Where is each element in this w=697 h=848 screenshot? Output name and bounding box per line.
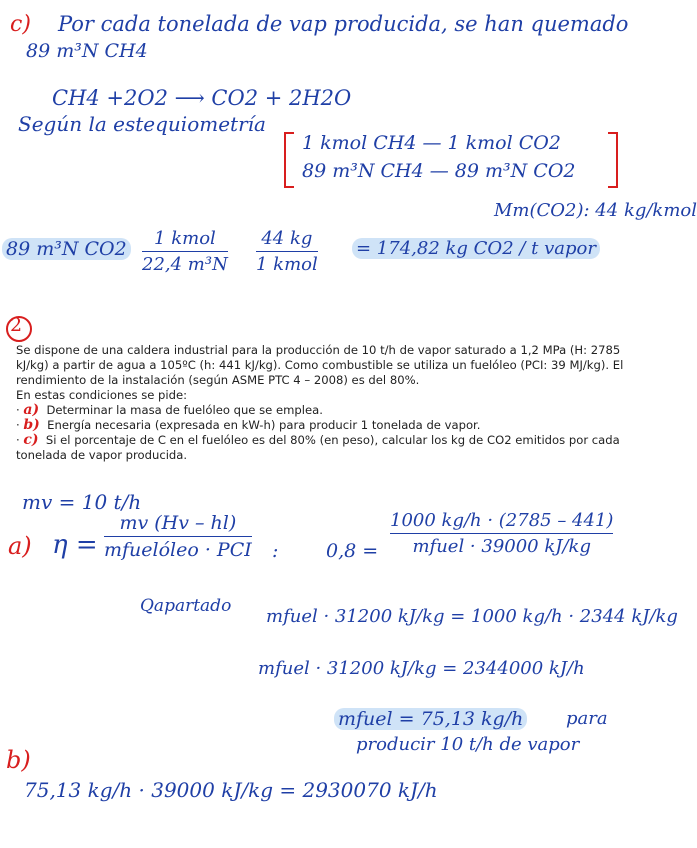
- fraction-numerator: 1 kmol: [154, 228, 216, 249]
- fraction-numerator: 1000 kg/h · (2785 – 441): [390, 510, 614, 531]
- item-b-mark: b): [23, 417, 40, 433]
- fraction-denominator: mfuelóleo · PCI: [104, 539, 252, 561]
- fraction-numerator: mv (Hv – hl): [119, 512, 237, 534]
- fraction-denominator: 22,4 m³N: [142, 254, 228, 275]
- part-c-label: c): [10, 12, 31, 37]
- problem-statement-block: [16, 343, 650, 463]
- equation-3-result: mfuel = 75,13 kg/h: [334, 708, 527, 730]
- left-bracket: [284, 132, 294, 188]
- equation-1: mfuel · 31200 kJ/kg = 1000 kg/h · 2344 kJ/kg: [266, 606, 678, 627]
- stoich-ratio-2: 89 m³N CH4 — 89 m³N CO2: [302, 160, 576, 182]
- fraction-numerator: 44 kg: [261, 228, 313, 249]
- equation-b: 75,13 kg/h · 39000 kJ/kg = 2930070 kJ/h: [24, 778, 438, 802]
- problem-statement: Se dispone de una caldera industrial para la producción de 10 t/h de vapor saturado a 1,2 MPa (H: 2785 kJ/kg) a partir de agua a 105ºC (h: 441 kJ/kg). Como combustible se utiliza un fuelóleo (PCI: 39 MJ/kg). El rendimiento de la instalación (según ASME PTC 4 – 2008) es del 80%.: [16, 343, 624, 387]
- item-a-text: Determinar la masa de fuelóleo que se emplea.: [46, 403, 323, 417]
- item-a: · a) Determinar la masa de fuelóleo que se emplea.: [16, 402, 323, 418]
- separator-colon: :: [272, 540, 279, 562]
- equation-2: mfuel · 31200 kJ/kg = 2344000 kJ/h: [258, 658, 585, 679]
- equation-3-note-1: para: [566, 708, 608, 729]
- fraction-line: [256, 251, 318, 252]
- right-bracket: [608, 132, 618, 188]
- efficiency-fraction: [104, 512, 252, 561]
- fraction-denominator: 1 kmol: [256, 254, 318, 275]
- efficiency-value: 0,8 =: [326, 540, 379, 562]
- item-b: · b) Energía necesaria (expresada en kW-h) para producir 1 tonelada de vapor.: [16, 417, 481, 433]
- brace-note: Qapartado: [140, 596, 232, 616]
- mv-value: mv = 10 t/h: [22, 490, 142, 514]
- part-b-label: b): [6, 746, 31, 774]
- efficiency-symbol: η =: [52, 530, 98, 560]
- fraction-line: [104, 536, 252, 537]
- combustion-reaction: CH4 +2O2 ⟶ CO2 + 2H2O: [52, 86, 352, 110]
- fraction-kmol-per-m3n: [142, 228, 228, 275]
- equation-3-note-2: producir 10 t/h de vapor: [356, 734, 580, 755]
- item-c: · c) Si el porcentaje de C en el fuelóleo es del 80% (en peso), calcular los kg de CO2 emitidos por cada tonelada de vapor producida.: [16, 432, 620, 462]
- item-c-mark: c): [23, 432, 39, 448]
- problem-number: 2: [10, 314, 23, 336]
- stoich-ratio-1: 1 kmol CH4 — 1 kmol CO2: [302, 132, 561, 154]
- part-c-line1: Por cada tonelada de vap producida, se han quemado: [58, 12, 629, 36]
- result-co2-per-t: = 174,82 kg CO2 / t vapor: [352, 238, 600, 259]
- fraction-line: [142, 251, 228, 252]
- part-c-line2: 89 m³N CH4: [26, 40, 148, 62]
- efficiency-fraction-numeric: [390, 510, 613, 557]
- fraction-kg-per-kmol: [256, 228, 318, 275]
- fraction-line: [390, 533, 613, 534]
- item-a-mark: a): [23, 402, 40, 418]
- calc-start: 89 m³N CO2: [2, 238, 131, 260]
- molar-mass: Mm(CO2): 44 kg/kmol: [494, 200, 697, 221]
- item-b-text: Energía necesaria (expresada en kW-h) para producir 1 tonelada de vapor.: [47, 418, 481, 432]
- item-c-text: Si el porcentaje de C en el fuelóleo es del 80% (en peso), calcular los kg de CO2 emitidos por cada tonelada de vapor producida.: [16, 433, 620, 462]
- part-a-label: a): [8, 532, 32, 560]
- problem-ask: En estas condiciones se pide:: [16, 388, 188, 402]
- stoichiometry-label: Según la estequiometría: [18, 112, 266, 136]
- fraction-denominator: mfuel · 39000 kJ/kg: [412, 536, 591, 557]
